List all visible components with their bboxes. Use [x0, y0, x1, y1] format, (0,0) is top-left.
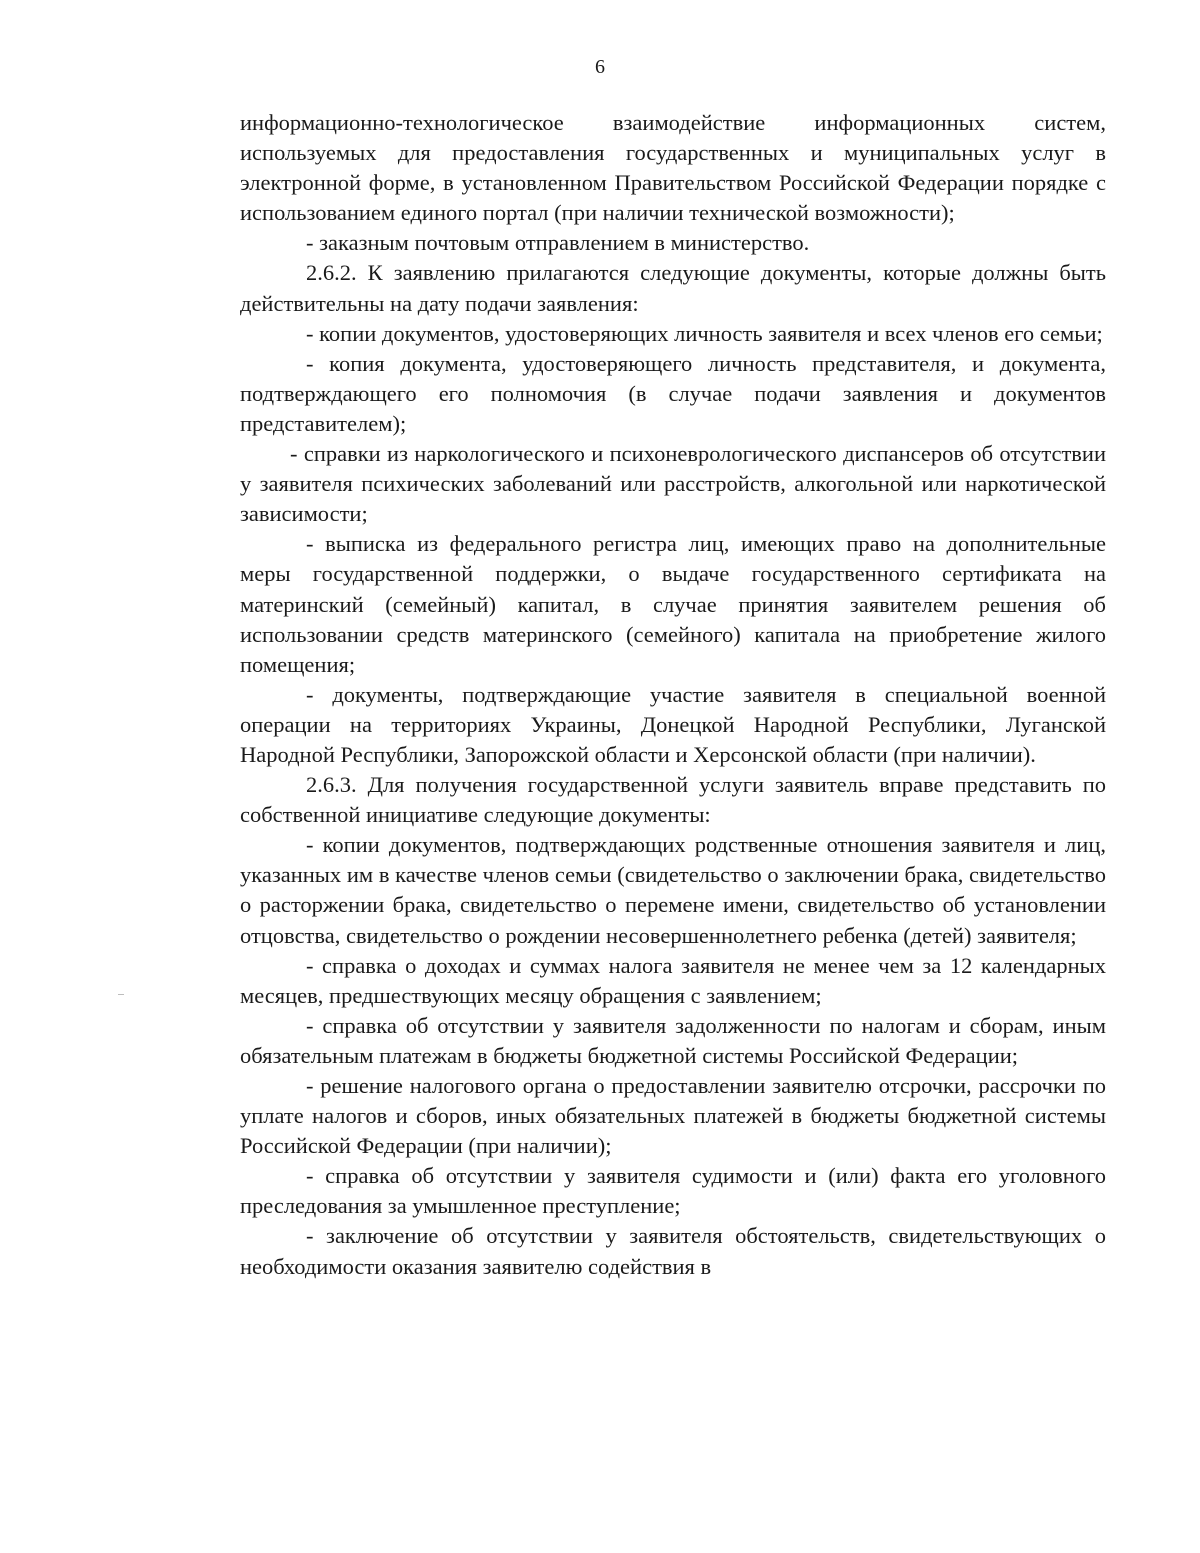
clause-2-6-2: 2.6.2. К заявлению прилагаются следующие документы, которые должны быть действительны на дату подачи заявления:	[240, 260, 1106, 316]
list-item-tax-deferral-decision: - решение налогового органа о предоставлении заявителю отсрочки, рассрочки по уплате налогов и сборов, иных обязательных платежей в бюджеты бюджетной системы Российской Федерации (при наличии);	[240, 1073, 1106, 1159]
list-item-medical-certificates: - справки из наркологического и психоневрологического диспансеров об отсутствии у заявителя психических заболеваний или расстройств, алкогольной или наркотической зависимости;	[240, 441, 1106, 527]
list-item-income-certificate: - справка о доходах и суммах налога заявителя не менее чем за 12 календарных месяцев, предшествующих месяцу обращения с заявлением;	[240, 952, 1106, 1008]
list-item-criminal-record-certificate: - справка об отсутствии у заявителя судимости и (или) факта его уголовного преследования за умышленное преступление;	[240, 1163, 1106, 1219]
list-item-representative-document: - копия документа, удостоверяющего личность представителя, и документа, подтверждающего его полномочия (в случае подачи заявления и документов представителем);	[240, 350, 1106, 436]
list-item-identity-copies: - копии документов, удостоверяющих личность заявителя и всех членов его семьи;	[306, 320, 1103, 346]
list-item-kinship-documents: - копии документов, подтверждающих родственные отношения заявителя и лиц, указанных им в качестве членов семьи (свидетельство о заключении брака, свидетельство о расторжении брака, свидетельство о перемене имени, свидетельство об установлении отцовства, свидетельство о рождении несовершеннолетнего ребенка (детей) заявителя;	[240, 832, 1106, 948]
page-number: 6	[595, 56, 605, 78]
clause-2-6-3: 2.6.3. Для получения государственной услуги заявитель вправе представить по собственной инициативе следующие документы:	[240, 772, 1106, 828]
list-item-military-operation-documents: - документы, подтверждающие участие заявителя в специальной военной операции на территориях Украины, Донецкой Народной Республики, Луганской Народной Республики, Запорожской области и Херсонской области (при наличии).	[240, 681, 1106, 767]
scan-artifact	[118, 994, 124, 995]
list-item-registry-extract: - выписка из федерального регистра лиц, имеющих право на дополнительные меры государственной поддержки, о выдаче государственного сертификата на материнский (семейный) капитал, в случае принятия заявителем решения об использовании средств материнского (семейного) капитала на приобретение жилого помещения;	[240, 531, 1106, 677]
document-body	[240, 108, 1106, 1282]
paragraph-continuation: информационно-технологическое взаимодействие информационных систем, используемых для предоставления государственных и муниципальных услуг в электронной форме, в установленном Правительством Российской Федерации порядке с использованием единого портал (при наличии технической возможности);	[240, 110, 1106, 226]
list-item-conclusion: - заключение об отсутствии у заявителя обстоятельств, свидетельствующих о необходимости оказания заявителю содействия в	[240, 1223, 1106, 1279]
list-item-tax-debt-certificate: - справка об отсутствии у заявителя задолженности по налогам и сборам, иным обязательным платежам в бюджеты бюджетной системы Российской Федерации;	[240, 1012, 1106, 1068]
list-item-mail: - заказным почтовым отправлением в министерство.	[306, 230, 810, 256]
